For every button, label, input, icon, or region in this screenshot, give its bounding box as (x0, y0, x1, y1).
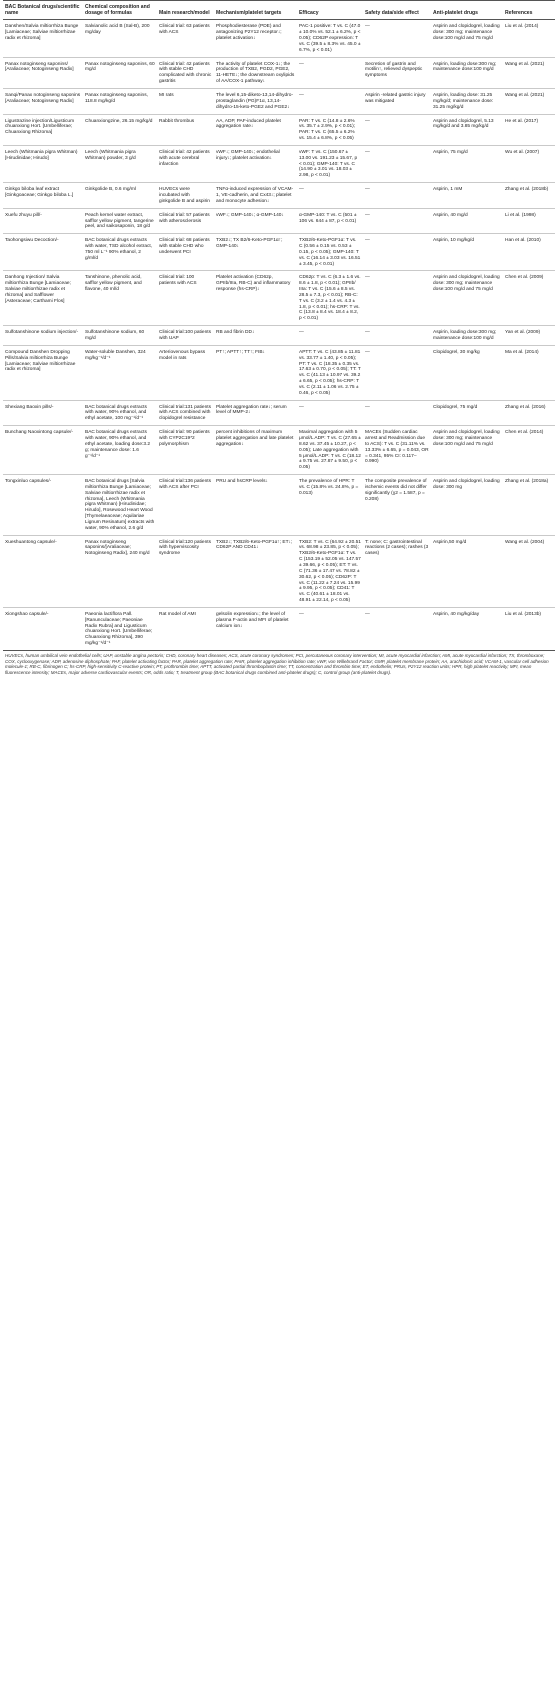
table-row (3, 400, 555, 426)
table-cell: RB and fibrin DD↓ (214, 326, 297, 346)
table-row (3, 114, 555, 145)
table-cell: CD62p: T vs. C (6.3 ± 1.6 vs. 8.6 ± 1.8, p < 0.01); GPIIb/ IIIa: T vs. C (15.6 ± 8.5 vs. 28.5 ± 7.3, p < 0.01); RB-C: T vs. C (3.2 ± 1.4 vs. 4.3 ± 1.8, p < 0.01); hs-CRP: T vs. C (13.8 ± 8.4 vs. 18.4 ± 8.2, p < 0.01) (297, 271, 363, 326)
header-cell: Chemical composition and dosage of formulas (83, 1, 157, 20)
table-cell: Aspirin and clopidogrel, loading dose: 300 mg; maintenance dose:100 mg/d and 75 mg/d (431, 271, 503, 326)
table-cell: Panax notoginseng saponins/ [Araliaceae; Notoginseng Radix] (3, 57, 83, 88)
table-cell: Ma et al. (2014) (503, 345, 555, 400)
table-cell: Chen et al. (2009) (503, 271, 555, 326)
table-cell: — (363, 208, 431, 234)
table-cell: Danshen/Salvia miltiorrhiza Bunge [Lamiaceae; Salviae miltiorrhizae radix et rhizoma] (3, 20, 83, 57)
table-cell: — (297, 57, 363, 88)
table-cell: Ginkgolide B, 0.6 mg/ml (83, 183, 157, 209)
table-cell: Rat model of AMI (157, 607, 214, 650)
table-cell: — (297, 607, 363, 650)
table-cell: Aspirin, loading dose: 31.25 mg/kg/d; maintenance dose: 31.25 mg/kg/d (431, 89, 503, 115)
table-cell: Aspirin and clopidogrel, loading dose: 300 mg (431, 475, 503, 536)
table-cell: Aspirin, 75 mg/d (431, 145, 503, 182)
table-cell: Zhang et al. (2018a) (503, 475, 555, 536)
table-cell: BAC botanical drugs extracts with water, TSD alcohol extract, 750 ml L⁻¹ 90% ethanol, 2 g/ml/d (83, 234, 157, 271)
table-cell: Leech (Whitmania pigra Whitman) [Hirudinidae; Hirudo] (3, 145, 83, 182)
table-cell: TXB2↓; TX B2/6-Keto-PGF1α↑; GMP-140↓ (214, 234, 297, 271)
table-cell: Panax notoginseng saponins, 60 mg/d (83, 57, 157, 88)
table-cell: Panax notoginseng saponins, 118.8 mg/kg/d (83, 89, 157, 115)
table-cell: α-GMP-140: T vs. C (501 ± 106 vs. 644 ± 87, p < 0.01) (297, 208, 363, 234)
table-cell: Sanqi/Panax notoginseng saponins [Araliaceae; Notoginseng Radix] (3, 89, 83, 115)
table-cell: — (363, 326, 431, 346)
table-cell: Bunchang Naoxintong capsule/- (3, 426, 83, 475)
table-cell: MACEs (Sudden cardiac arrest and Readmission due to ACS): T vs. C (31.11% vs. 13.33% ± 6.65, p = 0.043, OR = 0.341, 95% CI: 0.117–0.990) (363, 426, 431, 475)
table-cell: Xiongshao capsule/- (3, 607, 83, 650)
table-cell: Arteriovenous bypass model in rats (157, 345, 214, 400)
table-cell: Wu et al. (2007) (503, 145, 555, 182)
table-cell: Salvianolic acid B (Sal-B), 200 mg/day (83, 20, 157, 57)
table-row (3, 234, 555, 271)
table-cell: — (363, 20, 431, 57)
table-cell: Clinical trial: 100 patients with ACS (157, 271, 214, 326)
table-cell: The level 6,15-diketo-13,14-dihydro-prostaglandin (PG)F1α, 13,14-dihydro-15-keto-PGE2 and PGE2↓ (214, 89, 297, 115)
table-cell: vWF: T vs. C (150.67 ± 13.00 vs. 191.23 ± 15.67, p < 0.01); GMP-140: T vs. C (14.90 ± 3.01 vs. 18.03 ± 2.98, p < 0.01) (297, 145, 363, 182)
table-row (3, 57, 555, 88)
header-row (3, 1, 555, 20)
table-cell: Platelet activation (CD62p, GPIIb/IIIa, RB-C) and inflammatory response (hs-CRP)↓ (214, 271, 297, 326)
table-cell: — (363, 345, 431, 400)
table-cell: Sulfotanshinone sodium injection/- (3, 326, 83, 346)
table-cell: The activity of platelet COX-1↓; the production of TXB2, PGD2, PGE2, 11-HETE↓; the downstream oxylipids of AA/COX-1 pathway↓ (214, 57, 297, 88)
header-cell: References (503, 1, 555, 20)
table-cell: Wang et al. (2004) (503, 535, 555, 607)
table-cell: Aspirin and clopidogrel, 5.13 mg/kg/d and 3.85 mg/kg/d (431, 114, 503, 145)
table-cell: — (363, 234, 431, 271)
header-cell: BAC Botanical drugs/scientific name (3, 1, 83, 20)
table-cell: Wang et al. (2021) (503, 89, 555, 115)
table-cell: Liu et al. (2013b) (503, 607, 555, 650)
table-cell: TNFα-induced expression of VCAM-1, VE-cadherin, and Cx43↓; platelet and monocyte adhesion↓ (214, 183, 297, 209)
table-cell: Li et al. (1998) (503, 208, 555, 234)
table-cell: Phosphodiesterase (PDE) and antagonizing P2Y12 receptor↓; platelet activation↓ (214, 20, 297, 57)
table-cell: Shexiang Baoxin pills/- (3, 400, 83, 426)
table-cell: Panax notoginseng saponins/[Araliaceae; Notoginseng Radix], 240 mg/d (83, 535, 157, 607)
table-cell: Tongxinluo capsules/- (3, 475, 83, 536)
table-row (3, 145, 555, 182)
table-cell: Water-soluble Danshen, 324 mg/kg⁻¹/d⁻¹ (83, 345, 157, 400)
table-cell: The prevalence of HPR: T vs. C (15.8% vs. 24.8%, p = 0.013) (297, 475, 363, 536)
table-cell: — (363, 271, 431, 326)
table-cell: — (297, 400, 363, 426)
table-cell: Clinical trial:131 patients with ACS combined with clopidogrel resistance (157, 400, 214, 426)
table-cell: Clinical trial: 90 patients with CYP2C19*2 polymorphism (157, 426, 214, 475)
table-cell: The composite prevalence of ischemic events did not differ significantly (χ2 = 1.587, p = 0.208) (363, 475, 431, 536)
table-cell: vWF↓; GMP-140↓; α-GMP-140↓ (214, 208, 297, 234)
table-row (3, 183, 555, 209)
table-cell: Aspirin -related gastric injury was mitigated (363, 89, 431, 115)
table-cell: Clopidogrel, 75 mg/d (431, 400, 503, 426)
table-footnote: HUVECs, human umbilical vein endothelial cells; UAP, unstable angina pectoris; CHD, coronary heart diseases; ACS, acute coronary syndromes; PCI, percutaneous coronary intervention; MI, acute myocardial infarction; AMI, acute myocardial infarction; TX, thromboxane; COX, cyclooxygenase; ADP, adenosine diphosphate; PAF, platelet activating factor; PAR, platelet aggregation rate; PAIR, platelet aggregation inhibition rate; vWF, von Willebrand Factor; GMP, platelet membrane protein; AA, arachidonic acid; VCAM-1, vascular cell adhesion molecule-1; RB-C, fibrinogen C; hs-CRP, high-sensitivity C-reactive protein; PT, prothrombin time; APTT, activated partial thromboplastin time; TT, concentration and thrombin time; ET, endothelin; PRUs, P2Y12 reaction units; HPR, high platelet reactivity; MFI, mean fluorescence intensity; MACEs, major adverse cardiovascular events; OR, odds ratio; T, treatment group (BAC botanical drugs combined anti-platelet drugs); C, control group (anti-platelet drugs). (5, 652, 549, 675)
table-cell: Clinical trial: 63 patients with ACS (157, 20, 214, 57)
table-cell: Maximal aggregation with 5 μmol/L ADP: T vs. C (27.65 ± 8.62 vs. 37.45 ± 10.27, p < 0.05); Late aggregation with 5 μmol/L ADP: T vs. C (18.12 ± 9.75 vs. 27.87 ± 9.50, p < 0.05) (297, 426, 363, 475)
table-cell: PRU and hsCRP levels↓ (214, 475, 297, 536)
table-cell: Clinical trial: 57 patients with atherosclerosis (157, 208, 214, 234)
table-cell: He et al. (2017) (503, 114, 555, 145)
table-cell: TXB2: T vs. C (64.92 ± 20.51 vs. 68.98 ± 23.85, p < 0.05); TXB2/6-Keto-PGF1α: T vs. C (153.19 ± 52.05 vs. 147.57 ± 39.66, p < 0.05); ET: T vs. C (71.36 ± 17.47 vs. 78.82 ± 30.62, p < 0.05); CD62P: T vs. C (11.22 ± 7.24 vs. 15.99 ± 9.95, p < 0.05); CD41: T vs. C (40.61 ± 18.01 vs. 48.91 ± 22.14, p < 0.05) (297, 535, 363, 607)
table-row (3, 208, 555, 234)
table-cell: BAC botanical drugs [Salvia miltiorrhiza Bunge [Lamiaceae; Salviae miltiorrhizae radix et rhizoma], Leech (Whitmania pigra Whitman) [Hirudinidae; Hirudo], Rosewood Heart Wood [Thymelaeaceae; Aquilariae Lignum Resinatum] extracts with water, 90% ethanol, 2.6 g/d (83, 475, 157, 536)
table-cell: Chen et al. (2014) (503, 426, 555, 475)
table-cell: Peach kernel water extract, safflor yellow pigment, tangerine peel, and saikosaponin, 18 g/d (83, 208, 157, 234)
table-cell: Taohongsiwu Decoction/- (3, 234, 83, 271)
document-page (0, 0, 558, 675)
table-cell: PAR: T vs. C (14.8 ± 2.6% vs. 35.7 ± 2.9%, p < 0.01); PAR: T vs. C (65.5 ± 6.2% vs. 15.4 ± 6.8%, p < 0.05) (297, 114, 363, 145)
table-cell: Xuefu zhuyu pill/- (3, 208, 83, 234)
table-cell: Wang et al. (2021) (503, 57, 555, 88)
table-cell: Han et al. (2010) (503, 234, 555, 271)
table-cell: Danhong Injection/ Salvia miltiorrhiza Bunge [Lamiaceae; Salviae miltiorrhizae radix et rhizoma] and Safflower [Asteraceae; Carthami Flos] (3, 271, 83, 326)
table-cell: Ligustrazine injection/Ligusticum chuanxiong Hort. [Umbelliferae; Chuanxiong Rhizoma] (3, 114, 83, 145)
table-cell: BAC botanical drugs extracts with water, 90% ethanol, and ethyl acetate, 100 mg⁻¹/d⁻¹ (83, 400, 157, 426)
table-cell: gelsolin expression↓; the level of plasma F-actin and MFI of platelet calcium ion↓ (214, 607, 297, 650)
table-row (3, 475, 555, 536)
table-cell: Secretion of gastrin and motilin↑, relieved dyspeptic symptoms (363, 57, 431, 88)
table-cell: Aspirin, 40 mg/d (431, 208, 503, 234)
table-cell: T: none; C: gastrointestinal reactions (2 cases); rashes (3 cases) (363, 535, 431, 607)
table-cell: AA, ADP, PAF-induced platelet aggregation rate↓ (214, 114, 297, 145)
table-cell: PT↑; APTT↑; TT↑; FIB↓ (214, 345, 297, 400)
table-cell: Aspirin, loading dose:300 mg; maintenance dose:100 mg/d (431, 57, 503, 88)
table-cell: — (297, 89, 363, 115)
table-cell: Chuanxiongzine, 26.15 mg/kg/d (83, 114, 157, 145)
table-cell: Paeonia lactiflora Pall. [Ranunculaceae; Paeoniae Radix Rubra] and Ligusticum chuanxiong Hort. [Umbelliferae; Chuanxiong Rhizoma], 390 mg/kg⁻¹/d⁻¹ (83, 607, 157, 650)
table-cell: Clinical trial:120 patients with hyperviscosity syndrome (157, 535, 214, 607)
table-cell: Compound Danshen Dropping Pills/Salvia miltiorrhiza Bunge [Lamiaceae; Salviae miltiorrhizae radix et rhizoma] (3, 345, 83, 400)
table-cell: — (363, 183, 431, 209)
table-cell: Platelet aggregation rate↓; serum level of MMP-2↓ (214, 400, 297, 426)
table-cell: TXB2/6-Keto-PGF1α: T vs. C (0.56 ± 0.15 vs. 0.53 ± 0.15, p < 0.05); GMP-140: T vs. C (16.14 ± 3.03 vs. 16.51 ± 3.45, p < 0.01) (297, 234, 363, 271)
table-cell: APTT: T vs. C (43.85 ± 11.81 vs. 33.77 ± 1.40, p < 0.05); PT: T vs. C (18.35 ± 0.35 vs. 17.63 ± 0.70, p < 0.05); TT: T vs. C (41.13 ± 10.97 vs. 39.2 ± 6.65, p < 0.05); hs-CRP: T vs. C (2.11 ± 1.06 vs. 2.75 ± 0.46, p < 0.05) (297, 345, 363, 400)
table-cell: Liu et al. (2014) (503, 20, 555, 57)
header-cell: Safety data/side effect (363, 1, 431, 20)
table-cell: Rabbit thrombus (157, 114, 214, 145)
table-cell: Clinical trial:100 patients with UAP (157, 326, 214, 346)
table-cell: BAC botanical drugs extracts with water, 90% ethanol, and ethyl acetate, loading dose:3.2 g; maintenance dose: 1.6 g⁻¹/d⁻¹ (83, 426, 157, 475)
table-row (3, 20, 555, 57)
table-row (3, 271, 555, 326)
table-cell: Zhang et al. (2016) (503, 400, 555, 426)
table-cell: Leech (Whitmania pigra Whitman) powder, 3 g/d (83, 145, 157, 182)
table-cell: — (363, 607, 431, 650)
table-row (3, 89, 555, 115)
table-cell: percent inhibitions of maximum platelet aggregation and late platelet aggregation↓ (214, 426, 297, 475)
table-cell: Xueshuantong capsule/- (3, 535, 83, 607)
header-cell: Efficacy (297, 1, 363, 20)
table-cell: — (363, 145, 431, 182)
table-cell: vWF↓; GMP-140↓; endothelial injury↓; platelet activation↓ (214, 145, 297, 182)
table-cell: MI rats (157, 89, 214, 115)
table-cell: Aspirin and clopidogrel, loading dose: 300 mg; maintenance dose:100 mg/d and 75 mg/d (431, 20, 503, 57)
table-cell: Aspirin and clopidogrel, loading dose: 300 mg; maintenance dose:100 mg/d and 75 mg/d (431, 426, 503, 475)
table-cell: Yan et al. (2009) (503, 326, 555, 346)
table-cell: Tanshinone, phenolic acid, safflor yellow pigment, and flavone, 40 ml/d (83, 271, 157, 326)
table-cell: — (297, 326, 363, 346)
table-cell: Clinical trial:136 patients with ACS after PCI (157, 475, 214, 536)
table-row (3, 535, 555, 607)
table-cell: PAC-1 positive: T vs. C (47.0 ± 10.0% vs. 52.1 ± 6.2%, p < 0.05); CD62P expression: T vs. C (39.5 ± 8.3% vs. 45.0 ± 6.7%, p < 0.01) (297, 20, 363, 57)
table-cell: — (363, 400, 431, 426)
table-cell: Aspirin, 10 mg/kg/d (431, 234, 503, 271)
table-cell: Clinical trial: 42 patients with acute cerebral infarction (157, 145, 214, 182)
table-cell: — (297, 183, 363, 209)
table-cell: Ginkgo biloba leaf extract [Ginkgoaceae; Ginkgo biloba L.] (3, 183, 83, 209)
table-cell: Aspirin, 1 mM (431, 183, 503, 209)
table-cell: Clinical trial: 68 patients with stable CHD who underwent PCI (157, 234, 214, 271)
table-cell: Aspirin,50 mg/d (431, 535, 503, 607)
table-cell: Sulfotanshinone sodium, 60 mg/d (83, 326, 157, 346)
table-cell: Clopidogrel, 30 mg/kg (431, 345, 503, 400)
table-row (3, 345, 555, 400)
header-cell: Main research/model (157, 1, 214, 20)
botanical-drugs-table (3, 0, 555, 651)
header-cell: Mechanism/platelet targets (214, 1, 297, 20)
table-row (3, 607, 555, 650)
table-cell: TXB2↓; TXB2/6-Keto-PGF1α↑; ET↓; CD62P AND CD41↓ (214, 535, 297, 607)
table-cell: Zhang et al. (2018b) (503, 183, 555, 209)
table-cell: Clinical trial: 42 patients with stable CHD complicated with chronic gastritis (157, 57, 214, 88)
table-cell: HUVECs were incubated with ginkgolide B and aspirin (157, 183, 214, 209)
table-cell: Aspirin, loading dose:300 mg; maintenance dose:100 mg/d (431, 326, 503, 346)
table-row (3, 426, 555, 475)
header-cell: Anti-platelet drugs (431, 1, 503, 20)
table-cell: Aspirin, 40 mg/kg/day (431, 607, 503, 650)
table-body (3, 20, 555, 651)
table-row (3, 326, 555, 346)
table-cell: — (363, 114, 431, 145)
